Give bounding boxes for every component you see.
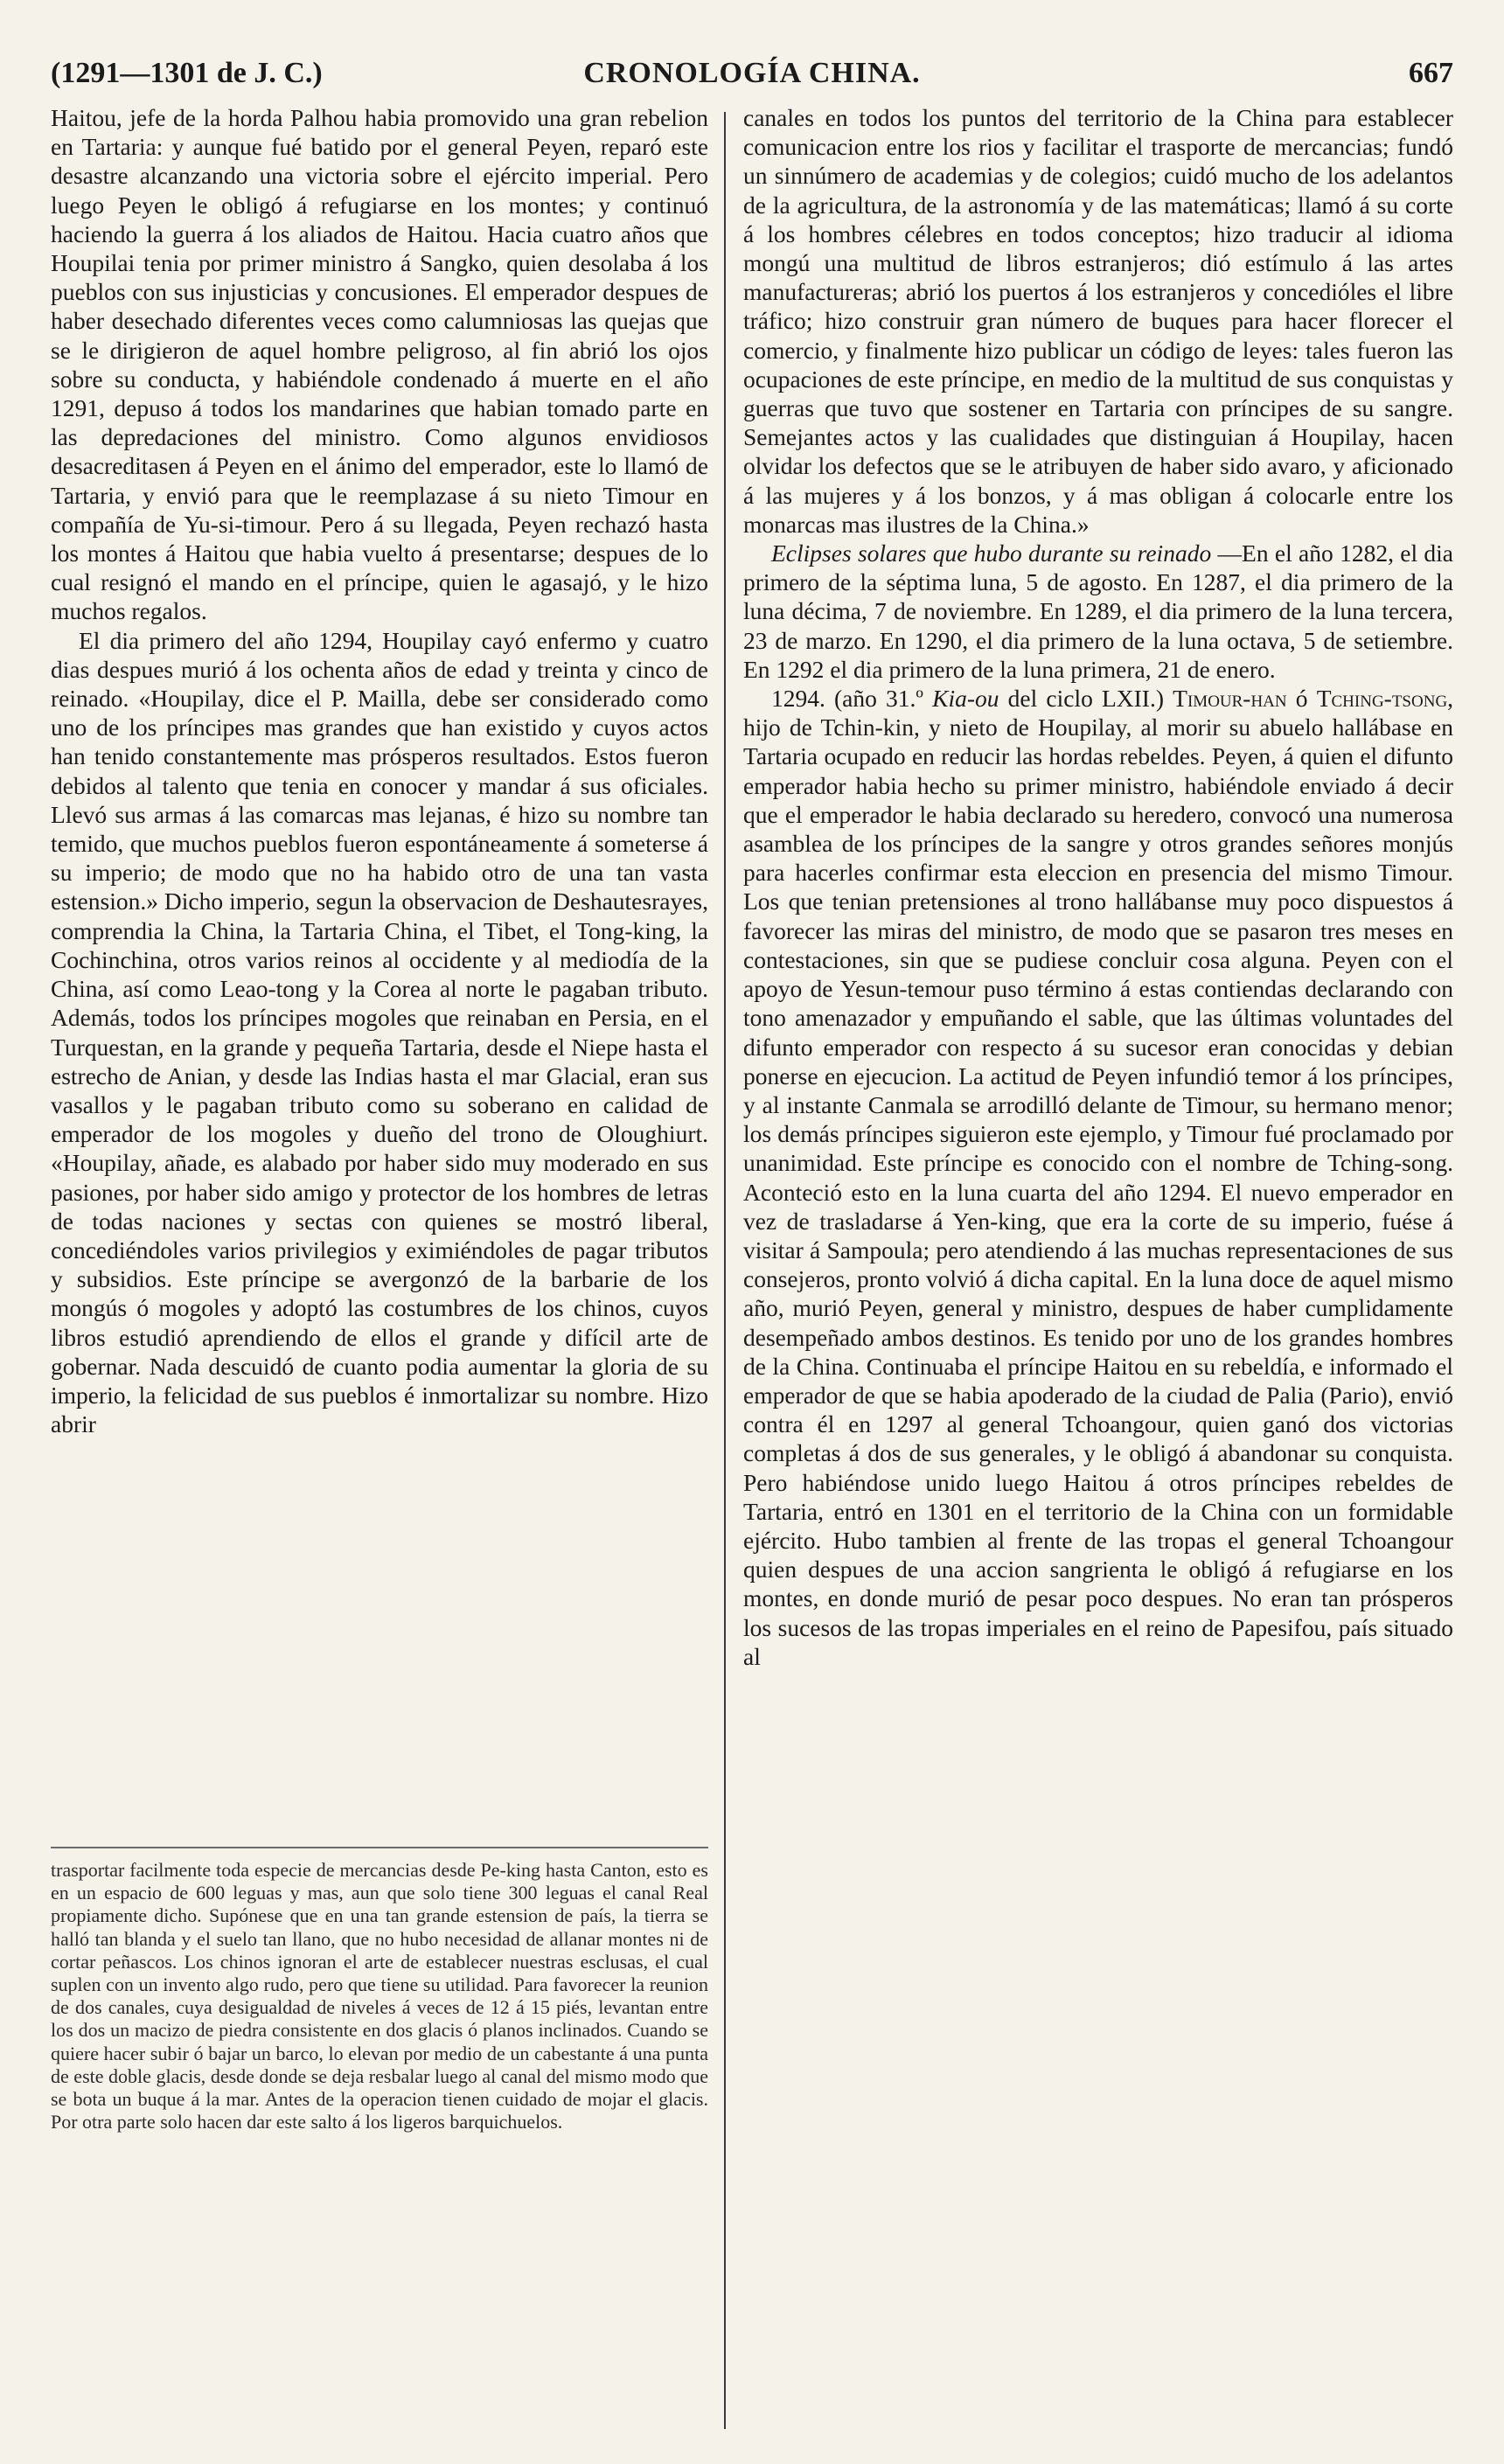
- emperor-temple-name: Tching-tsong: [1316, 685, 1448, 713]
- paragraph: Haitou, jefe de la horda Palhou habia promovido una gran rebelion en Tartaria: y aunque fué batido por el general Peyen, reparó este desastre alcanzando una victoria sobre el ejército imperial. Pero luego Peyen le obligó á refugiarse en los montes; y continuó haciendo la guerra á los aliados de Haitou. Hacia cuatro años que Houpilai tenia por primer ministro á Sangko, quien desolaba á los pueblos con sus injusticias y concusiones. El emperador despues de haber desechado diferentes veces como calumniosas las quejas que se le dirigieron de aquel hombre peligroso, al fin abrió los ojos sobre su conducta, y habiéndole condenado á muerte en el año 1291, depuso á todos los mandarines que habian tomado parte en las depredaciones del ministro. Como algunos envidiosos desacreditasen á Peyen en el ánimo del emperador, este lo llamó de Tartaria, y envió para que le reemplazase á su nieto Timour en compañía de Yu-si-timour. Pero á su llegada, Peyen rechazó hasta los montes á Haitou que habia vuelto á presentarse; despues de lo cual resignó el mando en el príncipe, quien le agasajó, y le hizo muchos regalos.: [51, 104, 708, 625]
- year-entry: 1294. (año 31.º: [771, 685, 923, 713]
- conjunction: ó: [1295, 685, 1308, 713]
- emperor-name: Timour-han: [1173, 685, 1287, 713]
- column-divider: [724, 112, 726, 2429]
- footnote-text: trasportar facilmente toda especie de mercancias desde Pe-king hasta Canton, esto es en un espacio de 600 leguas y mas, aun que solo tiene 300 leguas el canal Real propiamente dicho. Supónese que en una tan grande estension de país, la tierra se halló tan blanda y el suelo tan llano, que no hubo necesidad de allanar montes ni de cortar peñascos. Los chinos ignoran el arte de establecer nuestras esclusas, el cual suplen con un invento algo rudo, pero que tiene su utilidad. Para favorecer la reunion de dos canales, cuya desigualdad de niveles á veces de 12 á 15 piés, levantan entre los dos un macizo de piedra consistente en dos glacis ó planos inclinados. Cuando se quiere hacer subir ó bajar un barco, lo elevan por medio de un cabestante á una punta de este doble glacis, desde donde se deja resbalar luego al canal del mismo modo que se bota un buque á la mar. Antes de la operacion tienen cuidado de mojar el glacis. Por otra parte solo hacen dar este salto á los ligeros barquichuelos.: [51, 1859, 708, 2133]
- cycle-name: Kia-ou: [932, 685, 999, 713]
- paragraph: El dia primero del año 1294, Houpilay cayó enfermo y cuatro dias despues murió á los ochenta años de edad y treinta y cinco de reinado. «Houpilay, dice el P. Mailla, debe ser considerado como uno de los príncipes mas grandes que han existido y cuyos actos han tenido constantemente mas prósperos resultados. Estos fueron debidos al talento que tenia en conocer y mandar á sus oficiales. Llevó sus armas á las comarcas mas lejanas, é hizo su nombre tan temido, que muchos pueblos fueron espontáneamente á someterse á su imperio; de modo que no ha habido otro de una tan vasta estension.» Dicho imperio, segun la observacion de Deshautesrayes, comprendia la China, la Tartaria China, el Tibet, el Tong-king, la Cochinchina, otros varios reinos al occidente y al mediodía de la China, así como Leao-tong y la Corea al norte le pagaban tributo. Además, todos los príncipes mogoles que reinaban en Persia, en el Turquestan, en la grande y pequeña Tartaria, desde el Niepe hasta el estrecho de Anian, y desde las Indias hasta el mar Glacial, eran sus vasallos y le pagaban tributo como su soberano en calidad de emperador de los mogoles y dueño del trono de Oloughiurt. «Houpilay, añade, es alabado por haber sido muy moderado en sus pasiones, por haber sido amigo y protector de los hombres de letras de todas naciones y sectas con quienes se mostró liberal, concediéndoles varios privilegios y eximiéndoles de pagar tributos y subsidios. Este príncipe se avergonzó de la barbarie de los mongús ó mogoles y adoptó las costumbres de los chinos, cuyos libros estudió aprendiendo de ellos el grande y difícil arte de gobernar. Nada descuidó de cuanto podia aumentar la gloria de su imperio, la felicidad de sus pueblos é inmortalizar su nombre. Hizo abrir: [51, 626, 708, 1438]
- left-column: [51, 103, 708, 1438]
- eclipses-text: —En el año 1282, el dia primero de la séptima luna, 5 de agosto. En 1287, el dia primero de la luna décima, 7 de noviembre. En 1289, el dia primero de la luna tercera, 23 de marzo. En 1290, el dia primero de la luna octava, 5 de setiembre. En 1292 el dia primero de la luna primera, 21 de enero.: [743, 539, 1454, 683]
- header-title: CRONOLOGÍA CHINA.: [583, 57, 921, 89]
- eclipses-heading: Eclipses solares que hubo durante su reinado: [771, 539, 1212, 567]
- running-header: [51, 54, 1453, 93]
- eclipses-paragraph: [743, 539, 1453, 684]
- right-column: [743, 103, 1453, 1671]
- paragraph: canales en todos los puntos del territorio de la China para establecer comunicacion entre los rios y facilitar el trasporte de mercancias; fundó un sinnúmero de academias y de colegios; cuidó mucho de los adelantos de la agricultura, de la astronomía y de las matemáticas; llamó á su corte á los hombres célebres en todos conceptos; hizo traducir al idioma mongú una multitud de libros estranjeros; dió estímulo á las artes manufactureras; abrió los puertos á los estranjeros y concedióles el libre tráfico; hizo construir gran número de buques para hacer florecer el comercio, y finalmente hizo publicar un código de leyes: tales fueron las ocupaciones de este príncipe, en medio de la multitud de sus conquistas y guerras que tuvo que sostener en Tartaria con príncipes de su sangre. Semejantes actos y las cualidades que distinguian á Houpilay, hacen olvidar los defectos que se le atribuyen de haber sido avaro, y aficionado á las mujeres y á los bonzos, y á mas obligan á colocarle entre los monarcas mas ilustres de la China.»: [743, 104, 1453, 538]
- footnote: [51, 1859, 708, 2133]
- footnote-rule: [51, 1847, 708, 1848]
- header-date-range: (1291—1301 de J. C.): [51, 57, 323, 89]
- page-number: 667: [1409, 57, 1453, 89]
- timour-paragraph: [743, 684, 1453, 1671]
- paragraph-text: , hijo de Tchin-kin, y nieto de Houpilay, al morir su abuelo hallábase en Tartaria ocupado en reducir las hordas rebeldes. Peyen, á quien el difunto emperador habia hecho su primer ministro, habiéndole enviado á decir que el emperador le habia declarado su heredero, convocó una numerosa asamblea de los príncipes de la sangre y otros grandes señores monjús para hacerles confirmar esta eleccion en presencia del mismo Timour. Los que tenian pretensiones al trono hallábanse muy poco dispuestos á favorecer las miras del ministro, de modo que se pasaron tres meses en contestaciones, sin que se pudiese concluir cosa alguna. Peyen con el apoyo de Yesun-temour puso término á estas contiendas declarando con tono amenazador y empuñando el sable, que las últimas voluntades del difunto emperador con respecto á su sucesor eran conocidas y debian ponerse en ejecucion. La actitud de Peyen infundió temor á los príncipes, y al instante Canmala se arrodilló delante de Timour, su hermano menor; los demás príncipes siguieron este ejemplo, y Timour fué proclamado por unanimidad. Este príncipe es conocido con el nombre de Tching-song. Aconteció esto en la luna cuarta del año 1294. El nuevo emperador en vez de trasladarse á Yen-king, que era la corte de su imperio, fuése á visitar á Sampoula; pero atendiendo á las muchas representaciones de sus consejeros, pronto volvió á dicha capital. En la luna doce de aquel mismo año, murió Peyen, general y ministro, despues de haber cumplidamente desempeñado ambos destinos. Es tenido por uno de los grandes hombres de la China. Continuaba el príncipe Haitou en su rebeldía, e informado el emperador de que se habia apoderado de la ciudad de Palia (Pario), envió contra él en 1297 al general Tchoangour, quien ganó dos victorias completas á dos de sus generales, y le obligó á abandonar su conquista. Pero habiéndose unido luego Haitou á otros príncipes rebeldes de Tartaria, entró en 1301 en el territorio de la China con un formidable ejército. Hubo tambien al frente de las tropas el general Tchoangour quien despues de una accion sangrienta le obligó á refugiarse en los montes, en donde murió de pesar poco despues. No eran tan prósperos los sucesos de las tropas imperiales en el reino de Papesifou, país situado al: [743, 685, 1454, 1670]
- cycle-text: del ciclo LXII.): [1007, 685, 1165, 713]
